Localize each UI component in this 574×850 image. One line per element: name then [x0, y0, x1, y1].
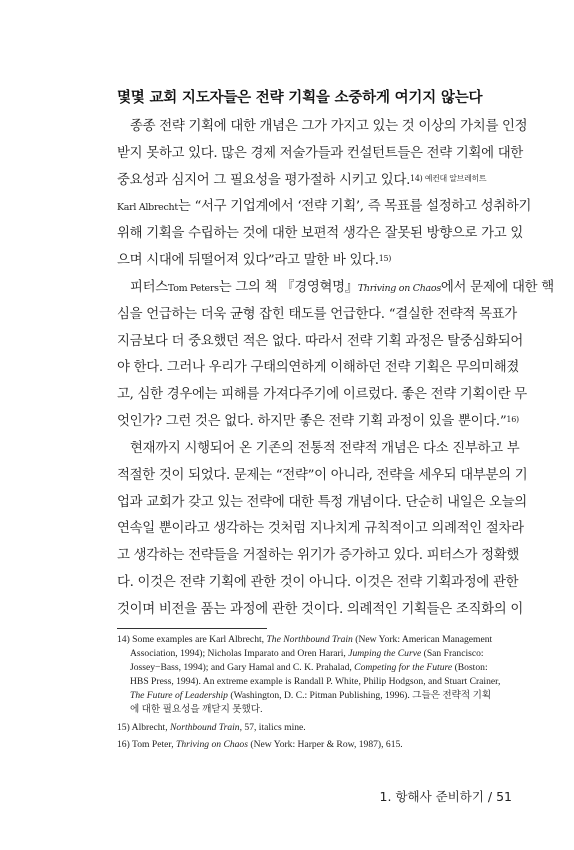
- text-line: 야 한다. 그러나 우리가 구태의연하게 이해하던 전략 기획은 무의미해졌: [117, 360, 520, 376]
- footnote-ref: 15): [378, 253, 392, 263]
- footnote-14-cont: HBS Press, 1994). An extreme example is Randall P. White, Philip Hodgson, and Stuart Crainer,: [130, 676, 501, 688]
- text-line: 위해 기획을 수립하는 것에 대한 보편적 생각은 잘못된 방향으로 가고 있: [117, 226, 523, 242]
- footnote-14: 14) Some examples are Karl Albrecht, The Northbound Train (New York: American Management: [117, 634, 493, 645]
- footnote-divider: [117, 628, 267, 629]
- paragraph-2: [117, 275, 554, 436]
- text-line: 피터스Tom Peters는 그의 책 『경영혁명』Thriving on Chaos에서 문제에 대한 핵: [130, 280, 554, 295]
- footnote-ref: 14) 예컨대 알브레히트: [410, 173, 487, 183]
- page-footer: 1. 항해사 준비하기 / 51: [379, 789, 512, 804]
- text-line: 고, 심한 경우에는 피해를 가져다주기에 이르렀다. 좋은 전략 기획이란 무: [117, 387, 527, 403]
- text-line: 종종 전략 기획에 대한 개념은 그가 가지고 있는 것 이상의 가치를 인정: [130, 119, 528, 134]
- text-line: 적절한 것이 되었다. 문제는 “전략”이 아니라, 전략을 세우되 대부분의 기: [117, 467, 528, 483]
- text-line: 것이며 비전을 품는 과정에 관한 것이다. 의례적인 기획들은 조직화의 이: [117, 601, 523, 617]
- title-gloss: Thriving on Chaos: [357, 283, 441, 294]
- text-line: 다. 이것은 전략 기획에 관한 것이 아니다. 이것은 전략 기획과정에 관한: [117, 574, 519, 590]
- text-line: Karl Albrecht는 “서구 기업계에서 ‘전략 기획’, 즉 목표를 설정하고 성취하기: [117, 199, 532, 215]
- text-line: 으며 시대에 뒤떨어져 있다”라고 말한 바 있다.$^{15)}$: [117, 252, 392, 268]
- text-line: 고 생각하는 전략들을 거절하는 위기가 증가하고 있다. 피터스가 정확했: [117, 548, 520, 564]
- footnote-14-cont: Association, 1994); Nicholas Imparato and Oren Harari, Jumping the Curve (San Francisco:: [130, 648, 484, 660]
- paragraph-3: [117, 436, 528, 624]
- text-line: 지금보다 더 중요했던 적은 없다. 따라서 전략 기획 과정은 탈중심화되어: [117, 333, 523, 349]
- footnote-14-cont: The Future of Leadership (Washington, D. C.: Pitman Publishing, 1996). 그들은 전략적 기획: [130, 690, 492, 702]
- paragraph-1: [117, 114, 532, 275]
- footnote-14-cont: Jossey−Bass, 1994); and Gary Hamal and C. K. Prahalad, Competing for the Future (Boston:: [130, 662, 488, 674]
- footnote-ref: 16): [506, 414, 519, 424]
- text-line: 중요성과 심지어 그 필요성을 평가절하 시키고 있다.$^{14) 예컨대 알브레히트}$: [117, 172, 487, 188]
- footnote-16: 16) Tom Peter, Thriving on Chaos (New York: Harper & Row, 1987), 615.: [117, 738, 403, 750]
- text-line: 심을 언급하는 더욱 균형 잡힌 태도를 언급한다. “결실한 전략적 목표가: [117, 306, 517, 322]
- name-gloss: Karl Albrecht: [117, 202, 178, 214]
- text-line: 받지 못하고 있다. 많은 경제 저술가들과 컨설턴트들은 전략 기획에 대한: [117, 145, 523, 161]
- name-gloss: Tom Peters: [167, 283, 219, 294]
- text-line: 연속일 뿐이라고 생각하는 것처럼 지나치게 규칙적이고 의례적인 절차라: [117, 521, 524, 537]
- text-line: 업과 교회가 갖고 있는 전략에 대한 특정 개념이다. 단순히 내일은 오늘의: [117, 494, 527, 510]
- footnote-14-cont: 에 대한 필요성을 깨닫지 못했다.: [130, 704, 263, 716]
- footnote-15: 15) Albrecht, Northbound Train, 57, italics mine.: [117, 721, 306, 733]
- text-line: 엇인가? 그런 것은 없다. 하지만 좋은 전략 기획 과정이 있을 뿐이다.”$^{16)}$: [117, 413, 519, 429]
- section-heading: 몇몇 교회 지도자들은 전략 기획을 소중하게 여기지 않는다: [117, 90, 483, 106]
- text-line: 현재까지 시행되어 온 기존의 전통적 전략적 개념은 다소 진부하고 부: [130, 441, 520, 456]
- footnotes: [117, 633, 517, 752]
